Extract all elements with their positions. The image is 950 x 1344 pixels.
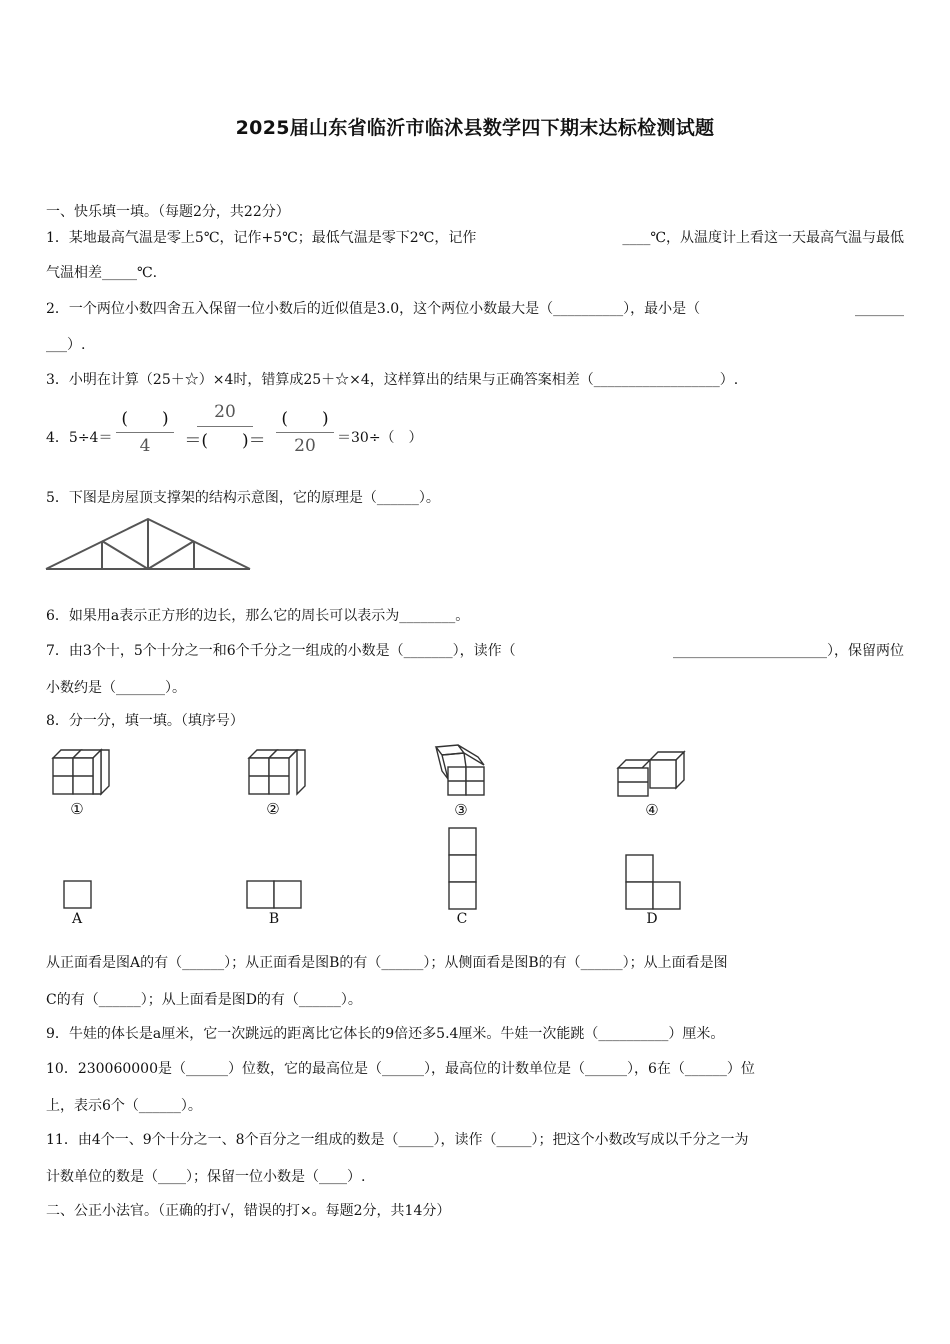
view-b [246, 880, 302, 910]
fraction-3-numerator: ( ) [281, 409, 329, 429]
question-5: 5．下图是房屋顶支撑架的结构示意图，它的原理是（______）。 [46, 490, 440, 506]
fraction-3-bar [276, 432, 334, 433]
question-4-tail: ＝30÷（ ） [337, 430, 423, 446]
question-1-line-1 [46, 229, 904, 247]
question-2-line-1 [46, 300, 904, 318]
section1-heading: 一、快乐填一填。（每题2分，共22分） [46, 204, 290, 220]
question-7-line-2: 小数约是（_______）。 [46, 680, 186, 696]
solid-label-3: ③ [454, 801, 468, 819]
question-11-line-2: 计数单位的数是（____）；保留一位小数是（____）. [46, 1169, 366, 1185]
question-1-text-b: ____℃，从温度计上看这一天最高气温与最低 [622, 230, 904, 246]
question-7-line-1 [46, 642, 904, 660]
question-10-line-2: 上，表示6个（______）。 [46, 1098, 202, 1114]
question-1-line-2: 气温相差_____℃. [46, 265, 158, 281]
solid-label-2: ② [266, 800, 280, 818]
view-label-d: D [646, 911, 658, 927]
question-8-answer-line-1 [46, 954, 904, 972]
view-label-b: B [268, 911, 280, 927]
question-8-answer-text: 从正面看是图A的有（______）；从正面看是图B的有（______）；从侧面看是图B的有（______）；从上面看是图 [46, 955, 728, 971]
view-label-a: A [71, 911, 83, 927]
fraction-3-denominator: 20 [294, 436, 316, 456]
question-7-text-a: 7．由3个十，5个十分之一和6个千分之一组成的小数是（_______），读作（ [46, 643, 516, 659]
cube-solid-1 [45, 749, 111, 797]
fraction-2-numerator: 20 [214, 402, 236, 422]
section2-heading: 二、公正小法官。（正确的打√，错误的打×。每题2分，共14分） [46, 1203, 451, 1219]
page-title: 2025届山东省临沂市临沭县数学四下期末达标检测试题 [235, 117, 715, 139]
fraction-2-bar [197, 426, 253, 427]
solid-label-1: ① [70, 800, 84, 818]
question-8-answer-line-2: C的有（______）；从上面看是图D的有（______）。 [46, 992, 362, 1008]
question-7-text-b: ______________________），保留两位 [673, 643, 904, 659]
cube-solid-4 [616, 751, 688, 799]
view-a [63, 880, 93, 910]
fraction-1-bar [116, 432, 174, 433]
fraction-1-numerator: ( ) [121, 409, 169, 429]
solid-label-4: ④ [645, 801, 659, 819]
cube-solid-2 [241, 749, 307, 797]
question-2-text-b: _______ [855, 301, 904, 317]
question-3: 3．小明在计算（25＋☆）×4时，错算成25＋☆×4，这样算出的结果与正确答案相差（__________________）. [46, 372, 739, 388]
fraction-1-denominator: 4 [139, 436, 151, 456]
question-9: 9．牛娃的体长是a厘米，它一次跳远的距离比它体长的9倍还多5.4厘米。牛娃一次能跳（__________）厘米。 [46, 1026, 725, 1042]
question-2-line-2: ___）. [46, 337, 86, 353]
cube-solid-3 [434, 743, 490, 799]
view-label-c: C [456, 911, 468, 927]
question-6: 6．如果用a表示正方形的边长，那么它的周长可以表示为________。 [46, 608, 470, 624]
question-8: 8．分一分，填一填。（填序号） [46, 713, 244, 729]
roof-truss-diagram [44, 517, 252, 575]
question-2-text-a: 2．一个两位小数四舍五入保留一位小数后的近似值是3.0，这个两位小数最大是（__________），最小是（ [46, 301, 701, 317]
question-4-equals-1: ＝( )＝ [184, 431, 266, 451]
view-d [625, 854, 681, 911]
question-4-lead: 4．5÷4＝ [46, 430, 113, 446]
question-11-line-1: 11．由4个一、9个十分之一、8个百分之一组成的数是（_____），读作（_____）；把这个小数改写成以千分之一为 [46, 1132, 749, 1148]
question-1-text-a: 1．某地最高气温是零上5℃，记作+5℃；最低气温是零下2℃，记作 [46, 230, 477, 246]
question-10-line-1: 10．230060000是（______）位数，它的最高位是（______），最高位的计数单位是（______），6在（______）位 [46, 1061, 755, 1077]
view-c [448, 827, 478, 911]
